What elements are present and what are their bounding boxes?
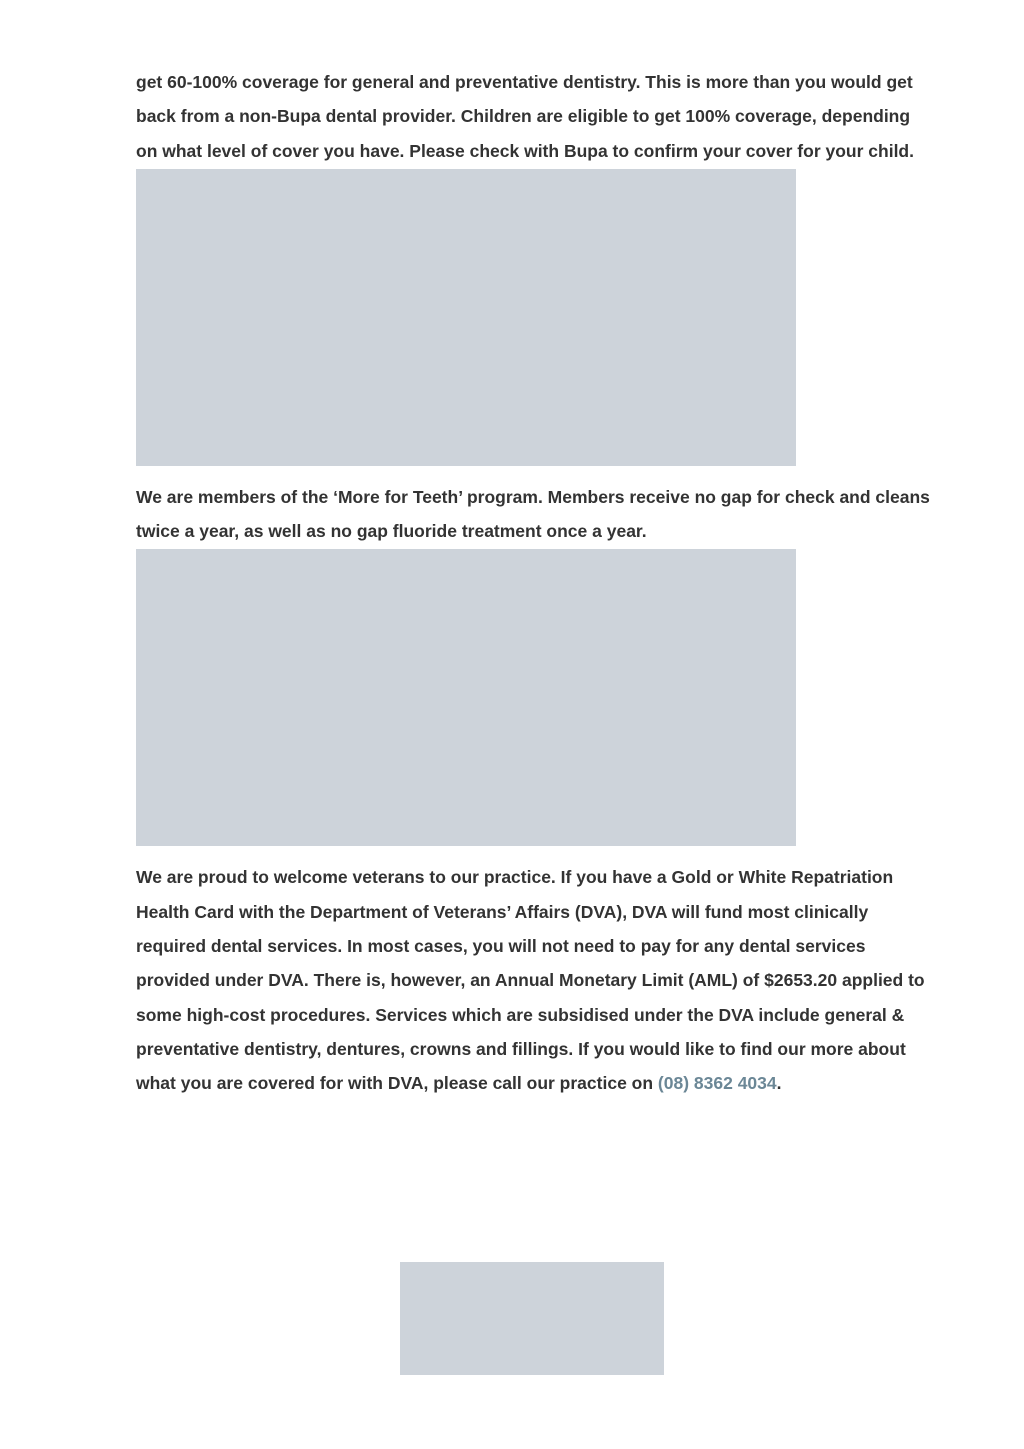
- dva-paragraph-end: .: [776, 1073, 782, 1094]
- more-for-teeth-paragraph: We are members of the ‘More for Teeth’ program. Members receive no gap for check and cleans twice a year, as well as no gap fluoride treatment once a year.: [136, 486, 930, 542]
- dva-paragraph: [136, 860, 936, 1100]
- bupa-coverage-paragraph: get 60-100% coverage for general and preventative dentistry. This is more than you would get back from a non-Bupa dental provider. Children are eligible to get 100% coverage, depending on what level of cover you have. Please check with Bupa to confirm your cover for your child.: [136, 72, 914, 161]
- dva-paragraph-text: We are proud to welcome veterans to our practice. If you have a Gold or White Repatriation Health Card with the Department of Veterans’ Affairs (DVA), DVA will fund most clinically required dental services. In most cases, you will not need to pay for any dental services provided under DVA. There is, however, an Annual Monetary Limit (AML) of $2653.20 applied to some high-cost procedures. Services which are subsidised under the DVA include general & preventative dentistry, dentures, crowns and fillings. If you would like to find our more about what you are covered for with DVA, please call our practice on: [136, 867, 925, 1094]
- page-content: [136, 65, 936, 1101]
- bottom-image-placeholder: [400, 1262, 664, 1375]
- more-for-teeth-image-placeholder: [136, 549, 796, 846]
- practice-phone-link[interactable]: (08) 8362 4034: [657, 1073, 777, 1094]
- bupa-image-placeholder: [136, 169, 796, 466]
